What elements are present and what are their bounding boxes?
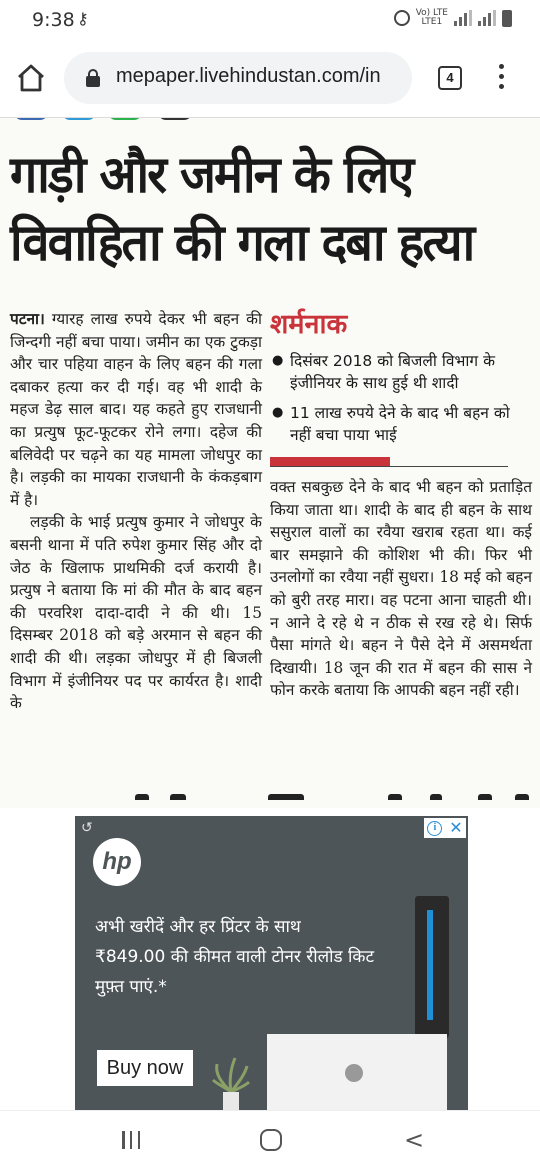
article-right-column: [270, 308, 532, 702]
home-icon[interactable]: [15, 62, 47, 94]
signal-icon: [454, 10, 472, 26]
plant-image: [211, 1052, 251, 1110]
ad-container: [0, 808, 540, 1110]
recent-apps-icon[interactable]: [122, 1131, 140, 1149]
close-icon[interactable]: ✕: [449, 818, 463, 837]
article-headline: [10, 142, 504, 278]
article-paragraph-3: वक्त सबकुछ देने के बाद भी बहन को प्रताड़ित किया जाता था। शादी के बाद ही बहन के साथ ससुराल वालों का रवैया खराब रहता था। कई बार समझाने की कोशिश भी की। फिर भी उनलोगों का रवैया नहीं सुधरा। 18 मई को बहन को बुरी तरह मारा। वह पटना आना चाहती थी। न आने दे रहे थे न ठीक से रख रहे थे। सिर्फ पैसा मांगते थे। बहन ने पैसे देने में असमर्थता दिखायी। 18 जून की रात में बहन की सास ने फोन करके बताया कि आपकी बहन नहीं रही।: [270, 478, 532, 700]
hp-logo: hp: [93, 838, 141, 886]
vpn-key-icon: ⚷: [77, 9, 89, 28]
ad-choices[interactable]: [424, 818, 466, 838]
network-label: Vo) LTE LTE1: [415, 8, 448, 27]
alarm-icon: [394, 10, 410, 26]
url-text: mepaper.livehindustan.com/in: [116, 65, 381, 87]
toner-tank-image: [415, 896, 449, 1038]
home-circle-icon[interactable]: [260, 1129, 282, 1151]
back-chevron-icon[interactable]: <: [404, 1126, 425, 1154]
dateline: पटना।: [10, 310, 45, 328]
epaper-article: [0, 118, 540, 808]
article-left-column: [10, 308, 262, 715]
headline-line-1: गाड़ी और जमीन के लिए: [10, 146, 413, 205]
lock-icon: [86, 69, 100, 87]
ad-text: अभी खरीदें और हर प्रिंटर के साथ ₹849.00 की कीमत वाली टोनर रीलोड किट मुफ़्त पाएं.*: [95, 917, 375, 997]
buy-now-button[interactable]: Buy now: [97, 1050, 193, 1086]
info-icon[interactable]: i: [427, 821, 442, 836]
cutoff-next-headline: [0, 794, 540, 808]
article-paragraph-2: लड़की के भाई प्रत्युष कुमार ने जोधपुर के बसनी थाना में पति रुपेश कुमार सिंह और दो जेठ के खिलाफ प्राथमिकी दर्ज करायी है। प्रत्युष ने बताया कि मां की मौत के बाद बहन की परवरिश दादा-दादी ने की थी। 15 दिसम्बर 2018 को बड़े अरमान से बहन की शादी की थी। लड़का जोधपुर में ही बिजली विभाग में इंजीनियर पद पर कार्यरत है। शादी के: [10, 513, 262, 713]
article-paragraph-1: पटना। ग्यारह लाख रुपये देकर भी बहन की जिन्दगी नहीं बचा पाया। जमीन का एक टुकड़ा और चार पहिया वाहन के लिए बहन की गला दबाकर हत्या कर दी गई। वह भी शादी के महज डेढ़ साल बाद। यह कहते हुए राजधानी का प्रत्युष फूट-फूटकर रोने लगा। दहेज की बलिवेदी पर चढ़ने का यह मामला जोधपुर का है। लड़की का मायका राजधानी के कंकड़बाग में है।: [10, 310, 262, 509]
battery-icon: [502, 10, 512, 27]
menu-icon[interactable]: [496, 64, 506, 94]
section-tag: शर्मनाक: [270, 309, 348, 340]
headline-line-2: विवाहिता की गला दबा हत्या: [10, 214, 474, 273]
address-bar[interactable]: [64, 52, 412, 104]
hp-ad-banner[interactable]: [75, 816, 468, 1110]
bullet-item: ● दिसंबर 2018 को बिजली विभाग के इंजीनियर के साथ हुई थी शादी: [270, 350, 532, 394]
system-nav-bar: [0, 1110, 540, 1170]
bullet-item: ● 11 लाख रुपये देने के बाद भी बहन को नहीं बचा पाया भाई: [270, 402, 532, 446]
reload-icon[interactable]: ↺: [81, 820, 93, 836]
printer-image: [267, 1034, 447, 1110]
highlight-bullets: [270, 350, 532, 446]
status-icons: [394, 9, 512, 27]
status-bar: [0, 0, 540, 40]
signal-2-icon: [478, 10, 496, 26]
section-divider: [270, 454, 508, 466]
browser-toolbar: [0, 40, 540, 118]
status-time: 9:38: [32, 9, 75, 31]
cutoff-share-icons: [0, 118, 540, 124]
tabs-icon[interactable]: 4: [438, 66, 462, 90]
